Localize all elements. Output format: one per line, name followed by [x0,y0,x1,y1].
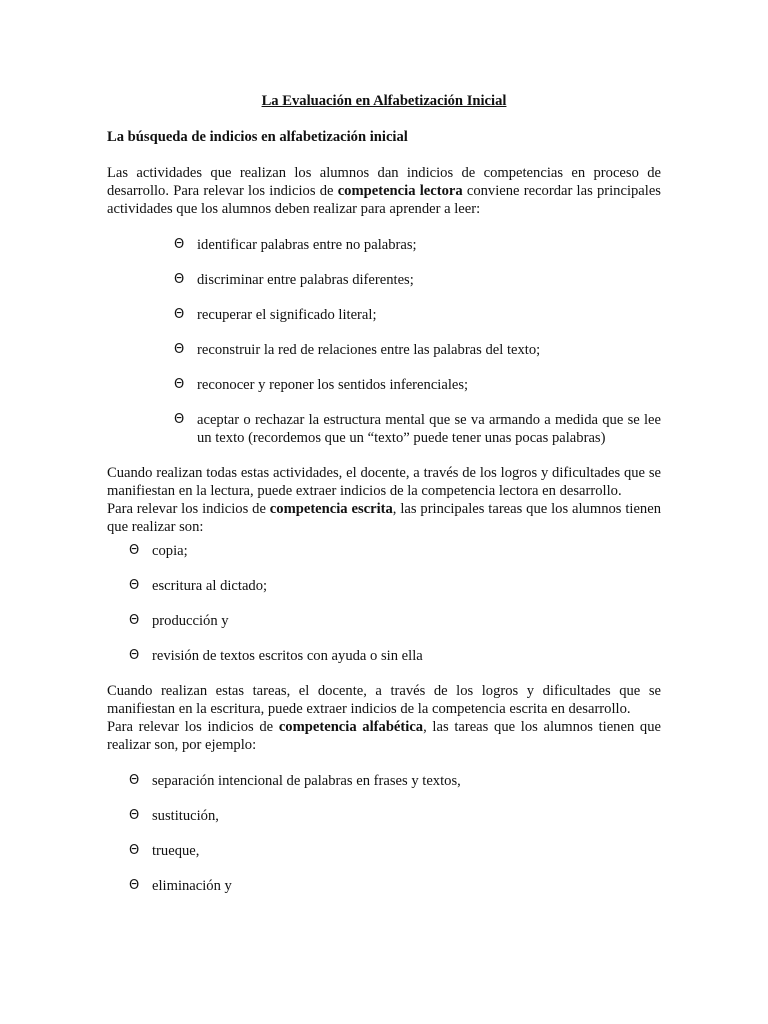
list-item-text: revisión de textos escritos con ayuda o sin ella [152,648,423,664]
paragraph-text: conviene recordar las principales actividades que los alumnos deben realizar para aprender a leer: [107,183,661,217]
paragraph-text: Para relevar los indicios de [107,719,279,735]
list-item-text: separación intencional de palabras en frases y textos, [152,773,461,789]
paragraph-lectura-summary: Cuando realizan todas estas actividades, el docente, a través de los logros y dificultades que se manifiestan en la lectura, puede extraer indicios de la competencia lectora en desarrollo. [107,465,661,499]
list-item-text: identificar palabras entre no palabras; [197,237,417,253]
list-item [107,236,661,254]
theta-bullet-icon: Θ [174,272,185,287]
paragraph-text: Para relevar los indicios de [107,501,270,517]
theta-bullet-icon: Θ [129,773,140,788]
theta-bullet-icon: Θ [174,412,185,427]
list-item [107,376,661,394]
theta-bullet-icon: Θ [129,808,140,823]
document-body [107,92,661,895]
bold-term-competencia-alfabetica: competencia alfabética [278,719,424,735]
list-item [107,411,661,447]
list-item-text: reconstruir la red de relaciones entre las palabras del texto; [197,342,541,358]
list-item [107,647,661,665]
list-item [107,271,661,289]
list-item [107,772,661,790]
list-item [107,807,661,825]
list-item-text: trueque, [152,843,200,859]
list-competencia-lectora [107,236,661,447]
theta-bullet-icon: Θ [129,613,140,628]
list-item-text: discriminar entre palabras diferentes; [197,272,414,288]
paragraph-text: Las actividades que realizan los alumnos dan indicios de competencias en proceso de desarrollo. Para relevar los indicios de [107,165,661,199]
paragraph-text: , las principales tareas que los alumnos tienen que realizar son: [107,501,661,535]
list-item [107,306,661,324]
paragraph-text: , las tareas que los alumnos tienen que realizar son, por ejemplo: [107,719,661,753]
bold-term-competencia-lectora: competencia lectora [337,183,463,199]
list-item-text: copia; [152,543,188,559]
paragraph-competencia-lectora [107,164,661,218]
list-competencia-escrita [107,542,661,665]
bold-term-competencia-escrita: competencia escrita [269,501,393,517]
theta-bullet-icon: Θ [174,307,185,322]
list-item-text: recuperar el significado literal; [197,307,377,323]
document-title: La Evaluación en Alfabetización Inicial [261,93,507,109]
theta-bullet-icon: Θ [129,843,140,858]
list-competencia-alfabetica [107,772,661,895]
theta-bullet-icon: Θ [129,578,140,593]
list-item [107,542,661,560]
list-item [107,341,661,359]
theta-bullet-icon: Θ [129,878,140,893]
paragraph-escritura-summary: Cuando realizan estas tareas, el docente, a través de los logros y dificultades que se manifiestan en la escritura, puede extraer indicios de la competencia escrita en desarrollo. [107,683,661,717]
list-item [107,612,661,630]
paragraph-competencia-escrita [107,500,661,536]
list-item-text: reconocer y reponer los sentidos inferenciales; [197,377,469,393]
theta-bullet-icon: Θ [129,543,140,558]
theta-bullet-icon: Θ [174,237,185,252]
list-item-text: aceptar o rechazar la estructura mental que se va armando a medida que se lee un texto (recordemos que un “texto” puede tener unas pocas palabras) [197,412,661,446]
section-heading: La búsqueda de indicios en alfabetización inicial [107,129,408,145]
list-item-text: producción y [152,613,229,629]
list-item-text: eliminación y [152,878,232,894]
list-item [107,577,661,595]
list-item [107,877,661,895]
theta-bullet-icon: Θ [129,648,140,663]
list-item-text: escritura al dictado; [152,578,268,594]
theta-bullet-icon: Θ [174,342,185,357]
paragraph-competencia-alfabetica [107,718,661,754]
theta-bullet-icon: Θ [174,377,185,392]
list-item-text: sustitución, [152,808,219,824]
list-item [107,842,661,860]
